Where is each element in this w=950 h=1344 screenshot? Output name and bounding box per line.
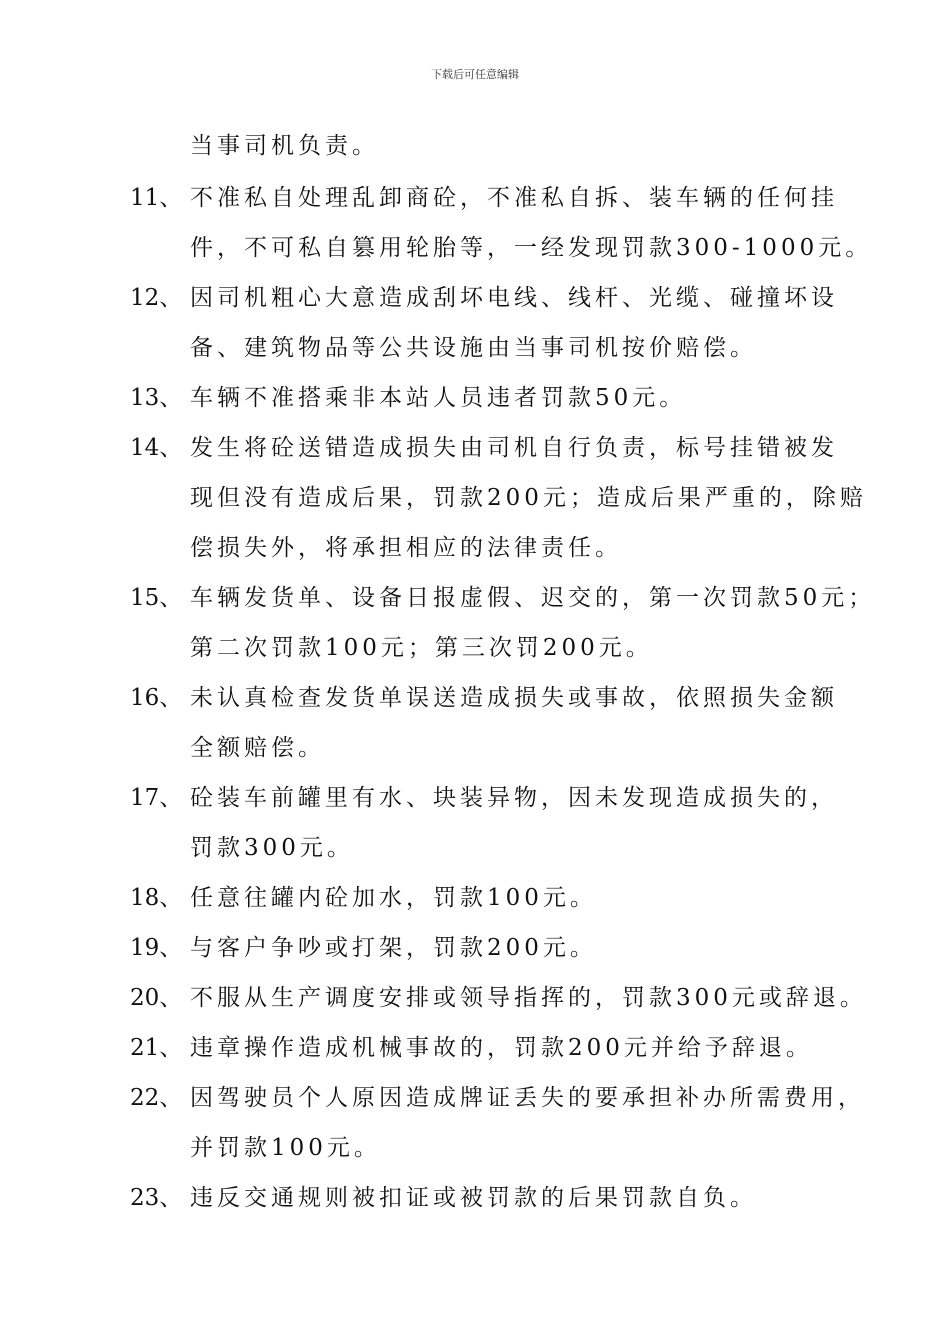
item-number: 18、 bbox=[130, 885, 183, 911]
item-text: 车辆发货单、设备日报虚假、迟交的，第一次罚款50元； bbox=[190, 585, 876, 611]
item-number: 12、 bbox=[130, 285, 183, 311]
item-text: 车辆不准搭乘非本站人员违者罚款50元。 bbox=[190, 385, 687, 411]
item-text: 与客户争吵或打架，罚款200元。 bbox=[190, 935, 597, 961]
item-number: 11、 bbox=[130, 185, 183, 211]
item-text: 全额赔偿。 bbox=[190, 735, 325, 761]
item-number: 22、 bbox=[130, 1085, 183, 1111]
item-text: 违章操作造成机械事故的，罚款200元并给予辞退。 bbox=[190, 1035, 813, 1061]
item-number: 19、 bbox=[130, 935, 183, 961]
item-number: 17、 bbox=[130, 785, 183, 811]
item-text: 因司机粗心大意造成刮坏电线、线杆、光缆、碰撞坏设 bbox=[190, 285, 838, 311]
item-text: 发生将砼送错造成损失由司机自行负责，标号挂错被发 bbox=[190, 435, 838, 461]
item-text: 任意往罐内砼加水，罚款100元。 bbox=[190, 885, 597, 911]
item-text: 备、建筑物品等公共设施由当事司机按价赔偿。 bbox=[190, 335, 757, 361]
item-text: 件，不可私自篡用轮胎等，一经发现罚款300-1000元。 bbox=[190, 235, 873, 261]
item-number: 13、 bbox=[130, 385, 183, 411]
item-text: 砼装车前罐里有水、块装异物，因未发现造成损失的， bbox=[190, 785, 838, 811]
item-text: 不准私自处理乱卸商砼，不准私自拆、装车辆的任何挂 bbox=[190, 185, 838, 211]
item-number: 21、 bbox=[130, 1035, 183, 1061]
item-text: 未认真检查发货单误送造成损失或事故，依照损失金额 bbox=[190, 685, 838, 711]
item-text: 现但没有造成后果，罚款200元；造成后果严重的，除赔 bbox=[190, 485, 867, 511]
item-text: 并罚款100元。 bbox=[190, 1135, 381, 1161]
page-header: 下载后可任意编辑 bbox=[431, 68, 519, 81]
item-text: 罚款300元。 bbox=[190, 835, 354, 861]
item-text: 第二次罚款100元；第三次罚200元。 bbox=[190, 635, 653, 661]
item-number: 15、 bbox=[130, 585, 183, 611]
item-text: 因驾驶员个人原因造成牌证丢失的要承担补办所需费用， bbox=[190, 1085, 865, 1111]
item-number: 20、 bbox=[130, 985, 183, 1011]
continuation-text: 当事司机负责。 bbox=[190, 133, 379, 159]
item-text: 偿损失外，将承担相应的法律责任。 bbox=[190, 535, 622, 561]
item-number: 23、 bbox=[130, 1185, 183, 1211]
item-text: 违反交通规则被扣证或被罚款的后果罚款自负。 bbox=[190, 1185, 757, 1211]
item-number: 14、 bbox=[130, 435, 183, 461]
item-text: 不服从生产调度安排或领导指挥的，罚款300元或辞退。 bbox=[190, 985, 867, 1011]
item-number: 16、 bbox=[130, 685, 183, 711]
